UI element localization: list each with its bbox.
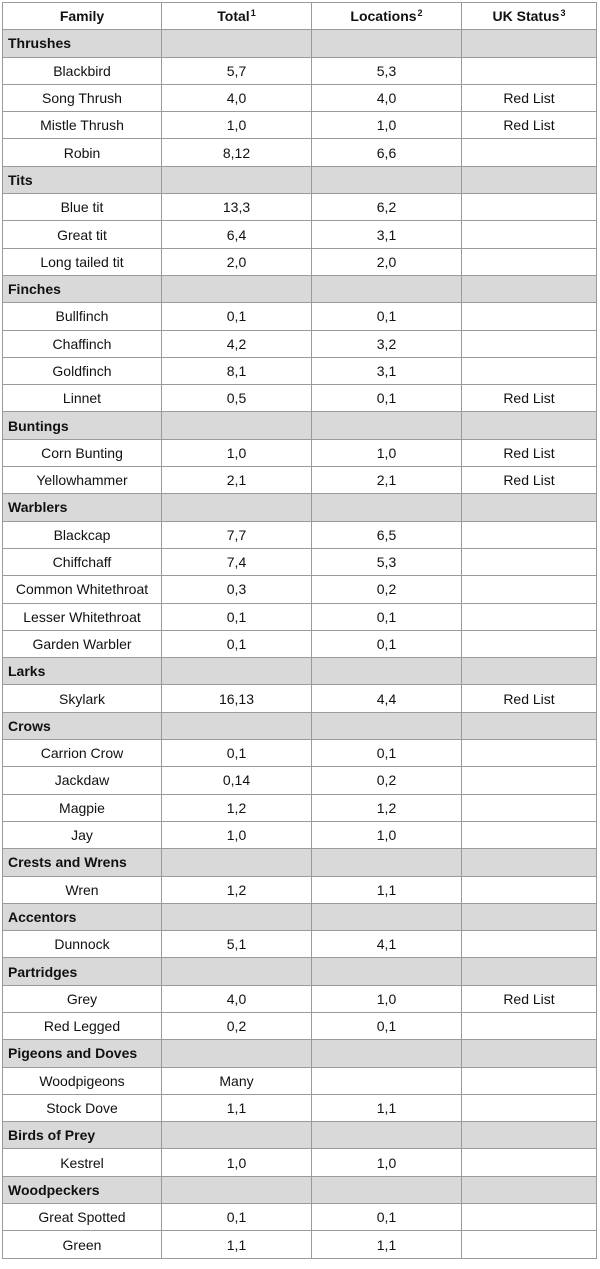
locations-count: 6,5 [312,521,462,548]
table-row [3,576,597,603]
species-name: Corn Bunting [3,439,162,466]
total-count: 1,1 [162,1231,312,1258]
total-count: 7,4 [162,548,312,575]
uk-status: Red List [462,685,597,712]
group-empty-cell [312,712,462,739]
family-group-label: Finches [3,275,162,302]
species-name: Mistle Thrush [3,112,162,139]
group-empty-cell [462,494,597,521]
group-empty-cell [462,712,597,739]
species-name: Linnet [3,385,162,412]
table-row [3,248,597,275]
table-row [3,1231,597,1258]
table-row [3,794,597,821]
total-count: 6,4 [162,221,312,248]
locations-count: 1,0 [312,439,462,466]
total-count: 1,0 [162,821,312,848]
header-family: Family [3,3,162,30]
locations-count: 1,1 [312,1094,462,1121]
uk-status [462,57,597,84]
family-group-label: Crows [3,712,162,739]
uk-status: Red List [462,84,597,111]
species-name: Woodpigeons [3,1067,162,1094]
uk-status [462,248,597,275]
group-empty-cell [162,1176,312,1203]
group-empty-cell [162,849,312,876]
species-name: Green [3,1231,162,1258]
species-name: Skylark [3,685,162,712]
group-empty-cell [312,958,462,985]
uk-status [462,630,597,657]
uk-status [462,876,597,903]
total-count: 5,7 [162,57,312,84]
footnote-marker: 3 [560,8,566,19]
group-empty-cell [312,903,462,930]
locations-count: 1,0 [312,112,462,139]
locations-count: 4,1 [312,931,462,958]
group-empty-cell [462,30,597,57]
species-name: Blue tit [3,194,162,221]
total-count: 0,1 [162,603,312,630]
group-empty-cell [462,412,597,439]
locations-count: 0,1 [312,630,462,657]
species-name: Goldfinch [3,357,162,384]
family-group-row [3,166,597,193]
species-name: Wren [3,876,162,903]
species-name: Grey [3,985,162,1012]
family-group-row [3,1122,597,1149]
header-row [3,3,597,30]
group-empty-cell [312,166,462,193]
total-count: 2,0 [162,248,312,275]
uk-status: Red List [462,439,597,466]
group-empty-cell [162,1040,312,1067]
group-empty-cell [162,30,312,57]
uk-status [462,767,597,794]
group-empty-cell [462,658,597,685]
locations-count: 3,1 [312,221,462,248]
locations-count: 1,2 [312,794,462,821]
total-count: 2,1 [162,467,312,494]
locations-count: 5,3 [312,57,462,84]
total-count: 7,7 [162,521,312,548]
table-row [3,1204,597,1231]
table-row [3,876,597,903]
uk-status: Red List [462,385,597,412]
uk-status [462,548,597,575]
group-empty-cell [162,903,312,930]
group-empty-cell [162,658,312,685]
bird-survey-table [2,2,597,1259]
total-count: 13,3 [162,194,312,221]
table-row [3,931,597,958]
species-name: Blackbird [3,57,162,84]
total-count: 0,5 [162,385,312,412]
species-name: Great Spotted [3,1204,162,1231]
total-count: 4,0 [162,985,312,1012]
uk-status [462,1012,597,1039]
species-name: Robin [3,139,162,166]
locations-count: 1,0 [312,1149,462,1176]
group-empty-cell [462,1040,597,1067]
family-group-row [3,849,597,876]
family-group-label: Accentors [3,903,162,930]
uk-status [462,357,597,384]
locations-count: 4,0 [312,84,462,111]
family-group-label: Larks [3,658,162,685]
total-count: 0,1 [162,630,312,657]
group-empty-cell [162,712,312,739]
uk-status [462,1067,597,1094]
group-empty-cell [462,1122,597,1149]
species-name: Chaffinch [3,330,162,357]
table-row [3,357,597,384]
group-empty-cell [462,903,597,930]
species-name: Magpie [3,794,162,821]
family-group-row [3,958,597,985]
species-name: Bullfinch [3,303,162,330]
header-total: Total$^1$ [162,3,312,30]
family-group-label: Woodpeckers [3,1176,162,1203]
locations-count: 5,3 [312,548,462,575]
uk-status [462,576,597,603]
locations-count: 3,2 [312,330,462,357]
group-empty-cell [162,275,312,302]
family-group-row [3,412,597,439]
total-count: 1,2 [162,794,312,821]
table-row [3,112,597,139]
table-row [3,740,597,767]
group-empty-cell [312,494,462,521]
table-row [3,194,597,221]
locations-count: 0,2 [312,767,462,794]
family-group-row [3,30,597,57]
group-empty-cell [462,958,597,985]
family-group-row [3,494,597,521]
family-group-row [3,1040,597,1067]
table-row [3,1067,597,1094]
total-count: 1,0 [162,439,312,466]
total-count: 0,1 [162,1204,312,1231]
table-row [3,985,597,1012]
locations-count: 1,1 [312,1231,462,1258]
group-empty-cell [462,275,597,302]
locations-count: 6,2 [312,194,462,221]
group-empty-cell [312,1176,462,1203]
family-group-label: Thrushes [3,30,162,57]
group-empty-cell [462,849,597,876]
uk-status [462,1204,597,1231]
species-name: Carrion Crow [3,740,162,767]
table-row [3,685,597,712]
family-group-label: Birds of Prey [3,1122,162,1149]
uk-status [462,330,597,357]
group-empty-cell [162,412,312,439]
species-name: Red Legged [3,1012,162,1039]
species-name: Common Whitethroat [3,576,162,603]
uk-status [462,794,597,821]
table-row [3,548,597,575]
uk-status: Red List [462,467,597,494]
uk-status [462,931,597,958]
species-name: Kestrel [3,1149,162,1176]
table-row [3,84,597,111]
table-row [3,330,597,357]
locations-count: 6,6 [312,139,462,166]
table-row [3,467,597,494]
total-count: 0,2 [162,1012,312,1039]
total-count: 0,3 [162,576,312,603]
group-empty-cell [312,849,462,876]
table-row [3,1149,597,1176]
locations-count: 1,0 [312,985,462,1012]
family-group-label: Pigeons and Doves [3,1040,162,1067]
family-group-row [3,712,597,739]
species-name: Dunnock [3,931,162,958]
uk-status: Red List [462,985,597,1012]
total-count: 1,0 [162,112,312,139]
total-count: 1,0 [162,1149,312,1176]
footnote-marker: 2 [417,8,423,19]
locations-count: 0,1 [312,1204,462,1231]
group-empty-cell [162,1122,312,1149]
species-name: Stock Dove [3,1094,162,1121]
uk-status [462,194,597,221]
species-name: Chiffchaff [3,548,162,575]
total-count: 1,1 [162,1094,312,1121]
group-empty-cell [312,30,462,57]
total-count: 1,2 [162,876,312,903]
uk-status [462,303,597,330]
family-group-label: Crests and Wrens [3,849,162,876]
locations-count: 4,4 [312,685,462,712]
family-group-row [3,658,597,685]
table-row [3,385,597,412]
group-empty-cell [312,1122,462,1149]
family-group-row [3,1176,597,1203]
table-row [3,439,597,466]
header-uk-status: UK Status$^3$ [462,3,597,30]
uk-status [462,603,597,630]
total-count: 4,0 [162,84,312,111]
uk-status [462,1094,597,1121]
total-count: 5,1 [162,931,312,958]
uk-status [462,1149,597,1176]
group-empty-cell [312,275,462,302]
locations-count: 1,0 [312,821,462,848]
uk-status [462,221,597,248]
species-name: Song Thrush [3,84,162,111]
species-name: Long tailed tit [3,248,162,275]
total-count: 0,1 [162,303,312,330]
table-row [3,821,597,848]
total-count: 0,14 [162,767,312,794]
group-empty-cell [462,1176,597,1203]
species-name: Jackdaw [3,767,162,794]
uk-status [462,821,597,848]
uk-status: Red List [462,112,597,139]
table-row [3,1094,597,1121]
total-count: 8,1 [162,357,312,384]
table-row [3,139,597,166]
family-group-label: Partridges [3,958,162,985]
species-name: Yellowhammer [3,467,162,494]
table-row [3,521,597,548]
locations-count: 2,0 [312,248,462,275]
footnote-marker: 1 [250,8,256,19]
table-row [3,57,597,84]
locations-count: 0,1 [312,740,462,767]
family-group-label: Buntings [3,412,162,439]
species-name: Blackcap [3,521,162,548]
uk-status [462,139,597,166]
group-empty-cell [312,412,462,439]
total-count: 8,12 [162,139,312,166]
total-count: 4,2 [162,330,312,357]
group-empty-cell [162,494,312,521]
total-count: 0,1 [162,740,312,767]
locations-count: 0,1 [312,603,462,630]
group-empty-cell [462,166,597,193]
species-name: Garden Warbler [3,630,162,657]
family-group-label: Tits [3,166,162,193]
table-row [3,1012,597,1039]
locations-count: 2,1 [312,467,462,494]
species-name: Lesser Whitethroat [3,603,162,630]
family-group-row [3,275,597,302]
total-count: 16,13 [162,685,312,712]
locations-count: 3,1 [312,357,462,384]
group-empty-cell [162,166,312,193]
uk-status [462,740,597,767]
species-name: Great tit [3,221,162,248]
table-body [3,30,597,1258]
total-count: Many [162,1067,312,1094]
locations-count: 0,2 [312,576,462,603]
table-row [3,221,597,248]
table-row [3,303,597,330]
locations-count: 1,1 [312,876,462,903]
locations-count: 0,1 [312,1012,462,1039]
uk-status [462,1231,597,1258]
species-name: Jay [3,821,162,848]
family-group-row [3,903,597,930]
table-row [3,603,597,630]
table-row [3,630,597,657]
locations-count [312,1067,462,1094]
group-empty-cell [312,658,462,685]
table-row [3,767,597,794]
group-empty-cell [312,1040,462,1067]
uk-status [462,521,597,548]
locations-count: 0,1 [312,303,462,330]
locations-count: 0,1 [312,385,462,412]
group-empty-cell [162,958,312,985]
family-group-label: Warblers [3,494,162,521]
header-locations: Locations$^2$ [312,3,462,30]
